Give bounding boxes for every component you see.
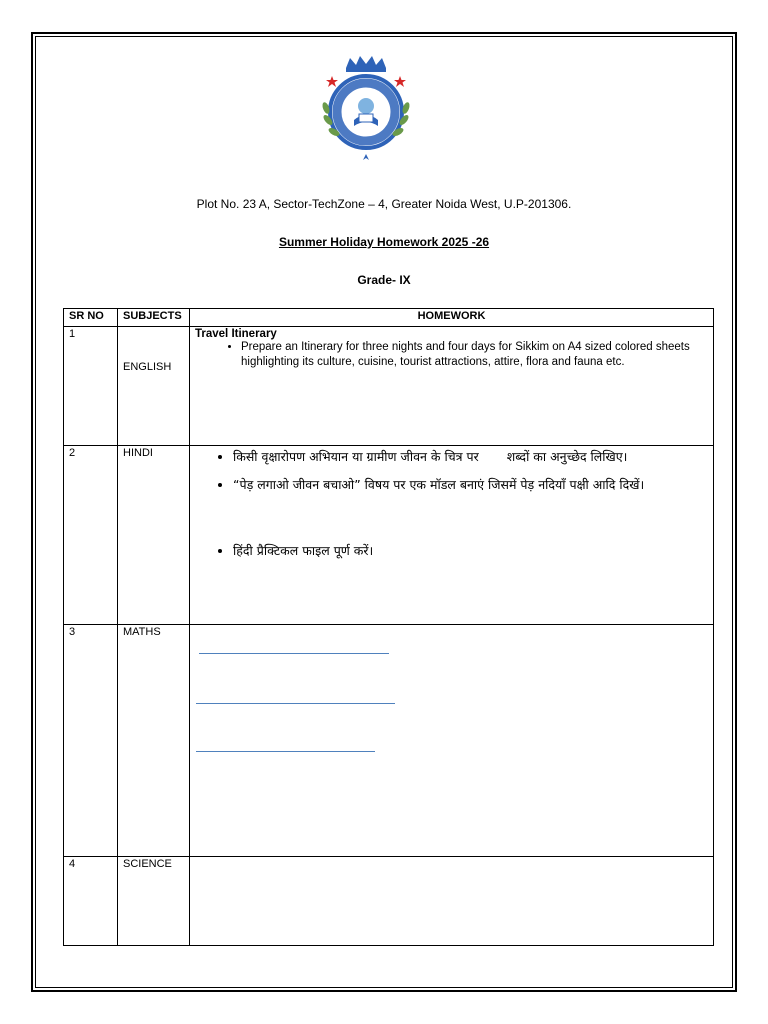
table-row <box>64 625 714 857</box>
header-homework: HOMEWORK <box>190 309 714 327</box>
homework-cell <box>190 625 714 857</box>
subject-cell: ENGLISH <box>118 327 190 446</box>
school-logo <box>316 54 416 162</box>
table-row <box>64 446 714 625</box>
english-task-list <box>195 340 708 370</box>
homework-cell <box>190 327 714 446</box>
homework-title: Summer Holiday Homework 2025 -26 <box>278 235 490 249</box>
homework-cell <box>190 857 714 946</box>
english-task-title: Travel Itinerary <box>195 328 277 340</box>
header-subjects: SUBJECTS <box>118 309 190 327</box>
list-item: • हिंदी प्रैक्टिकल फाइल पूर्ण करें। <box>233 541 700 560</box>
sr-no-cell: 3 <box>64 625 118 857</box>
subject-cell: MATHS <box>118 625 190 857</box>
table-row <box>64 327 714 446</box>
header-sr-no: SR NO <box>64 309 118 327</box>
hindi-task-list <box>195 447 708 560</box>
subject-cell: SCIENCE <box>118 857 190 946</box>
table-header-row <box>64 309 714 327</box>
homework-table <box>63 308 714 946</box>
sr-no-cell: 4 <box>64 857 118 946</box>
maths-link-line[interactable] <box>199 653 389 654</box>
sr-no-cell: 2 <box>64 446 118 625</box>
list-item: • Prepare an Itinerary for three nights and four days for Sikkim on A4 sized colored sheets highlighting its culture, cuisine, tourist attractions, attire, flora and fauna etc. <box>241 340 708 370</box>
maths-link-line[interactable] <box>196 751 375 752</box>
table-row <box>64 857 714 946</box>
list-item: • “पेड़ लगाओ जीवन बचाओ” विषय पर एक मॉडल बनाएं जिसमें पेड़ नदियाँ पक्षी आदि दिखें। <box>233 475 700 494</box>
list-item <box>233 447 700 466</box>
maths-link-line[interactable] <box>196 703 395 704</box>
grade-label: Grade- IX <box>357 273 411 287</box>
school-address: Plot No. 23 A, Sector-TechZone – 4, Greater Noida West, U.P-201306. <box>196 197 572 211</box>
subject-cell: HINDI <box>118 446 190 625</box>
sr-no-cell: 1 <box>64 327 118 446</box>
hindi-task-text-end: शब्दों का अनुच्छेद लिखिए। <box>506 449 628 464</box>
homework-cell <box>190 446 714 625</box>
hindi-task-text-start: किसी वृक्षारोपण अभियान या ग्रामीण जीवन के चित्र पर <box>233 449 479 464</box>
